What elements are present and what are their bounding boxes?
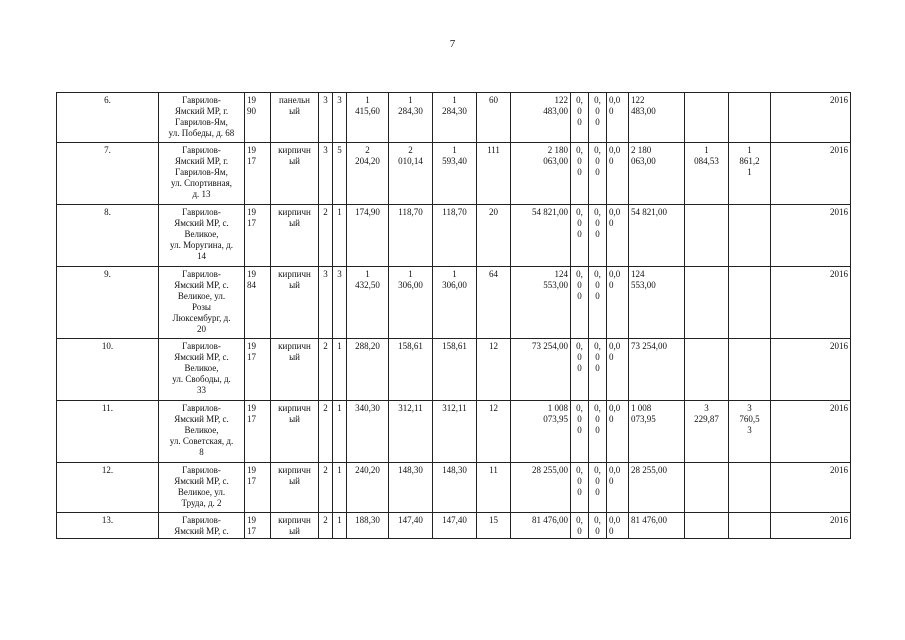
area-cell: 2 010,14	[389, 143, 433, 205]
residential-area-cell: 1 593,40	[433, 143, 477, 205]
fund-amount-cell: 1 008 073,95	[629, 401, 685, 463]
max-cost-cell	[729, 463, 771, 513]
residential-area-cell: 1 284,30	[433, 93, 477, 143]
max-cost-cell	[729, 267, 771, 339]
row-number: 9.	[57, 267, 159, 339]
fund-amount-cell: 122 483,00	[629, 93, 685, 143]
entrances-cell: 1	[333, 463, 347, 513]
table-row	[57, 205, 851, 267]
housing-register-table	[56, 92, 851, 539]
max-cost-cell	[729, 205, 771, 267]
unit-cost-cell: 3 229,87	[685, 401, 729, 463]
residents-cell: 111	[477, 143, 511, 205]
unit-cost-cell	[685, 93, 729, 143]
area-cell: 1 284,30	[389, 93, 433, 143]
area-cell: 118,70	[389, 205, 433, 267]
area-cell: 158,61	[389, 339, 433, 401]
planned-year-cell: 2016	[771, 339, 851, 401]
entrances-cell: 3	[333, 267, 347, 339]
entrances-cell: 1	[333, 205, 347, 267]
max-cost-cell: 3 760,5 3	[729, 401, 771, 463]
area-cell: 312,11	[389, 401, 433, 463]
address-cell: Гаврилов- Ямский МР, г. Гаврилов-Ям, ул. Победы, д. 68	[159, 93, 245, 143]
funding-zero-cell: 0, 0 0	[571, 401, 589, 463]
address-cell: Гаврилов- Ямский МР, с. Великое, ул. Труда, д. 2	[159, 463, 245, 513]
row-number: 11.	[57, 401, 159, 463]
total-area-cell: 174,90	[347, 205, 389, 267]
wall-material-cell: кирпичн ый	[271, 339, 319, 401]
floors-cell: 3	[319, 143, 333, 205]
wall-material-cell: панельн ый	[271, 93, 319, 143]
funding-zero-cell: 0,0 0	[607, 205, 629, 267]
funding-zero-cell: 0, 0 0	[571, 143, 589, 205]
entrances-cell: 3	[333, 93, 347, 143]
residents-cell: 12	[477, 339, 511, 401]
funding-zero-cell: 0,0 0	[607, 267, 629, 339]
planned-year-cell: 2016	[771, 463, 851, 513]
floors-cell: 2	[319, 463, 333, 513]
total-area-cell: 188,30	[347, 513, 389, 539]
repair-cost-cell: 81 476,00	[511, 513, 571, 539]
fund-amount-cell: 54 821,00	[629, 205, 685, 267]
repair-cost-cell: 28 255,00	[511, 463, 571, 513]
total-area-cell: 2 204,20	[347, 143, 389, 205]
funding-zero-cell: 0, 0 0	[571, 463, 589, 513]
funding-zero-cell: 0,0 0	[607, 463, 629, 513]
entrances-cell: 1	[333, 513, 347, 539]
funding-zero-cell: 0, 0 0	[571, 339, 589, 401]
table-row	[57, 463, 851, 513]
entrances-cell: 1	[333, 339, 347, 401]
total-area-cell: 240,20	[347, 463, 389, 513]
funding-zero-cell: 0, 0 0	[589, 143, 607, 205]
funding-zero-cell: 0,0 0	[607, 401, 629, 463]
repair-cost-cell: 73 254,00	[511, 339, 571, 401]
total-area-cell: 1 432,50	[347, 267, 389, 339]
wall-material-cell: кирпичн ый	[271, 205, 319, 267]
address-cell: Гаврилов- Ямский МР, с. Великое, ул. Свободы, д. 33	[159, 339, 245, 401]
row-number: 8.	[57, 205, 159, 267]
repair-cost-cell: 1 008 073,95	[511, 401, 571, 463]
fund-amount-cell: 73 254,00	[629, 339, 685, 401]
entrances-cell: 1	[333, 401, 347, 463]
funding-zero-cell: 0, 0	[571, 513, 589, 539]
funding-zero-cell: 0, 0 0	[571, 93, 589, 143]
floors-cell: 2	[319, 205, 333, 267]
planned-year-cell: 2016	[771, 267, 851, 339]
planned-year-cell: 2016	[771, 143, 851, 205]
repair-cost-cell: 54 821,00	[511, 205, 571, 267]
residential-area-cell: 312,11	[433, 401, 477, 463]
residents-cell: 12	[477, 401, 511, 463]
address-cell: Гаврилов- Ямский МР, с. Великое, ул. Советская, д. 8	[159, 401, 245, 463]
row-number: 6.	[57, 93, 159, 143]
entrances-cell: 5	[333, 143, 347, 205]
wall-material-cell: кирпичн ый	[271, 463, 319, 513]
wall-material-cell: кирпичн ый	[271, 267, 319, 339]
residents-cell: 11	[477, 463, 511, 513]
residents-cell: 15	[477, 513, 511, 539]
funding-zero-cell: 0, 0 0	[589, 339, 607, 401]
table-row	[57, 513, 851, 539]
floors-cell: 2	[319, 339, 333, 401]
unit-cost-cell	[685, 513, 729, 539]
address-cell: Гаврилов- Ямский МР, г. Гаврилов-Ям, ул. Спортивная, д. 13	[159, 143, 245, 205]
page-number: 7	[449, 38, 456, 50]
row-number: 12.	[57, 463, 159, 513]
funding-zero-cell: 0,0 0	[607, 513, 629, 539]
floors-cell: 3	[319, 267, 333, 339]
residential-area-cell: 118,70	[433, 205, 477, 267]
planned-year-cell: 2016	[771, 205, 851, 267]
residential-area-cell: 158,61	[433, 339, 477, 401]
fund-amount-cell: 124 553,00	[629, 267, 685, 339]
wall-material-cell: кирпичн ый	[271, 143, 319, 205]
address-cell: Гаврилов- Ямский МР, с. Великое, ул. Розы Люксембург, д. 20	[159, 267, 245, 339]
max-cost-cell	[729, 93, 771, 143]
row-number: 7.	[57, 143, 159, 205]
max-cost-cell	[729, 339, 771, 401]
funding-zero-cell: 0, 0 0	[571, 205, 589, 267]
year-built-cell: 19 17	[245, 401, 271, 463]
address-cell: Гаврилов- Ямский МР, с.	[159, 513, 245, 539]
fund-amount-cell: 2 180 063,00	[629, 143, 685, 205]
table-row	[57, 401, 851, 463]
total-area-cell: 1 415,60	[347, 93, 389, 143]
residential-area-cell: 1 306,00	[433, 267, 477, 339]
area-cell: 148,30	[389, 463, 433, 513]
area-cell: 1 306,00	[389, 267, 433, 339]
funding-zero-cell: 0, 0 0	[589, 401, 607, 463]
funding-zero-cell: 0,0 0	[607, 143, 629, 205]
funding-zero-cell: 0, 0 0	[589, 205, 607, 267]
funding-zero-cell: 0, 0 0	[589, 463, 607, 513]
repair-cost-cell: 2 180 063,00	[511, 143, 571, 205]
unit-cost-cell	[685, 267, 729, 339]
row-number: 10.	[57, 339, 159, 401]
table-row	[57, 267, 851, 339]
area-cell: 147,40	[389, 513, 433, 539]
residents-cell: 20	[477, 205, 511, 267]
total-area-cell: 288,20	[347, 339, 389, 401]
residential-area-cell: 147,40	[433, 513, 477, 539]
planned-year-cell: 2016	[771, 401, 851, 463]
year-built-cell: 19 17	[245, 339, 271, 401]
repair-cost-cell: 124 553,00	[511, 267, 571, 339]
unit-cost-cell	[685, 463, 729, 513]
wall-material-cell: кирпичн ый	[271, 401, 319, 463]
year-built-cell: 19 17	[245, 205, 271, 267]
residential-area-cell: 148,30	[433, 463, 477, 513]
year-built-cell: 19 17	[245, 463, 271, 513]
total-area-cell: 340,30	[347, 401, 389, 463]
year-built-cell: 19 17	[245, 513, 271, 539]
year-built-cell: 19 90	[245, 93, 271, 143]
funding-zero-cell: 0, 0	[589, 513, 607, 539]
max-cost-cell	[729, 513, 771, 539]
floors-cell: 2	[319, 513, 333, 539]
row-number: 13.	[57, 513, 159, 539]
year-built-cell: 19 17	[245, 143, 271, 205]
funding-zero-cell: 0,0 0	[607, 93, 629, 143]
planned-year-cell: 2016	[771, 93, 851, 143]
repair-cost-cell: 122 483,00	[511, 93, 571, 143]
wall-material-cell: кирпичн ый	[271, 513, 319, 539]
funding-zero-cell: 0, 0 0	[589, 267, 607, 339]
table-row	[57, 339, 851, 401]
floors-cell: 2	[319, 401, 333, 463]
table-row	[57, 93, 851, 143]
residents-cell: 64	[477, 267, 511, 339]
year-built-cell: 19 84	[245, 267, 271, 339]
fund-amount-cell: 28 255,00	[629, 463, 685, 513]
fund-amount-cell: 81 476,00	[629, 513, 685, 539]
max-cost-cell: 1 861,2 1	[729, 143, 771, 205]
planned-year-cell: 2016	[771, 513, 851, 539]
unit-cost-cell	[685, 205, 729, 267]
funding-zero-cell: 0, 0 0	[589, 93, 607, 143]
residents-cell: 60	[477, 93, 511, 143]
address-cell: Гаврилов- Ямский МР, с. Великое, ул. Моругина, д. 14	[159, 205, 245, 267]
table-row	[57, 143, 851, 205]
floors-cell: 3	[319, 93, 333, 143]
funding-zero-cell: 0, 0 0	[571, 267, 589, 339]
funding-zero-cell: 0,0 0	[607, 339, 629, 401]
unit-cost-cell	[685, 339, 729, 401]
unit-cost-cell: 1 084,53	[685, 143, 729, 205]
